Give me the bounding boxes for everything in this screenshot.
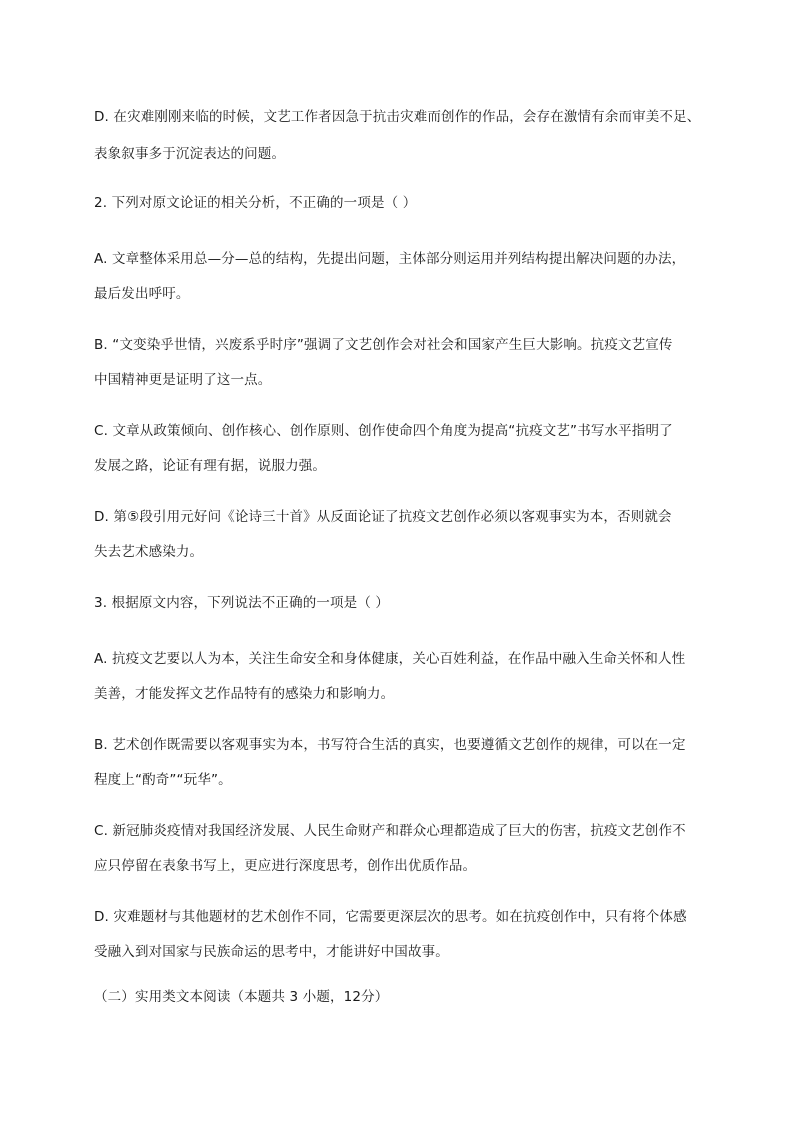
q3-option-c-line-1: C. 新冠肺炎疫情对我国经济发展、人民生命财产和群众心理都造成了巨大的伤害，抗疫文艺创作不	[94, 823, 686, 839]
q2-option-a-line-2: 最后发出呼吁。	[94, 286, 190, 302]
q2-option-a-line-1: A. 文章整体采用总—分—总的结构，先提出问题，主体部分则运用并列结构提出解决问题的办法，	[94, 251, 686, 267]
q3-option-a-line-2: 美善，才能发挥文艺作品特有的感染力和影响力。	[94, 686, 395, 702]
q3-stem: 3. 根据原文内容，下列说法不正确的一项是（ ）	[94, 595, 390, 611]
q3-option-b-line-2: 程度上“酌奇”“玩华”。	[94, 772, 232, 788]
q3-option-d-line-2: 受融入到对国家与民族命运的思考中，才能讲好中国故事。	[94, 944, 449, 960]
q2-stem: 2. 下列对原文论证的相关分析，不正确的一项是（ ）	[94, 195, 417, 211]
q1-option-d-line-2: 表象叙事多于沉淀表达的问题。	[94, 146, 286, 162]
q2-option-b-line-2: 中国精神更是证明了这一点。	[94, 372, 272, 388]
q3-option-a-line-1: A. 抗疫文艺要以人为本，关注生命安全和身体健康，关心百姓利益，在作品中融入生命关怀和人性	[94, 651, 686, 667]
q2-option-b-line-1: B. “文变染乎世情，兴废系乎时序”强调了文艺创作会对社会和国家产生巨大影响。抗疫文艺宣传	[94, 337, 673, 353]
q2-option-c-line-1: C. 文章从政策倾向、创作核心、创作原则、创作使命四个角度为提高“抗疫文艺”书写水平指明了	[94, 423, 673, 439]
q1-option-d-line-1: D. 在灾难刚刚来临的时候，文艺工作者因急于抗击灾难而创作的作品，会存在激情有余而审美不足、	[94, 109, 701, 125]
q3-option-c-line-2: 应只停留在表象书写上，更应进行深度思考，创作出优质作品。	[94, 858, 477, 874]
q2-option-c-line-2: 发展之路，论证有理有据，说服力强。	[94, 458, 327, 474]
q2-option-d-line-1: D. 第⑤段引用元好问《论诗三十首》从反面论证了抗疫文艺创作必须以客观事实为本，否则就会	[94, 509, 672, 525]
q3-option-b-line-1: B. 艺术创作既需要以客观事实为本，书写符合生活的真实，也要遵循文艺创作的规律，可以在一定	[94, 737, 686, 753]
q3-option-d-line-1: D. 灾难题材与其他题材的艺术创作不同，它需要更深层次的思考。如在抗疫创作中，只有将个体感	[94, 909, 687, 925]
section-title: （二）实用类文本阅读（本题共 3 小题，12分）	[94, 989, 389, 1005]
q2-option-d-line-2: 失去艺术感染力。	[94, 544, 204, 560]
